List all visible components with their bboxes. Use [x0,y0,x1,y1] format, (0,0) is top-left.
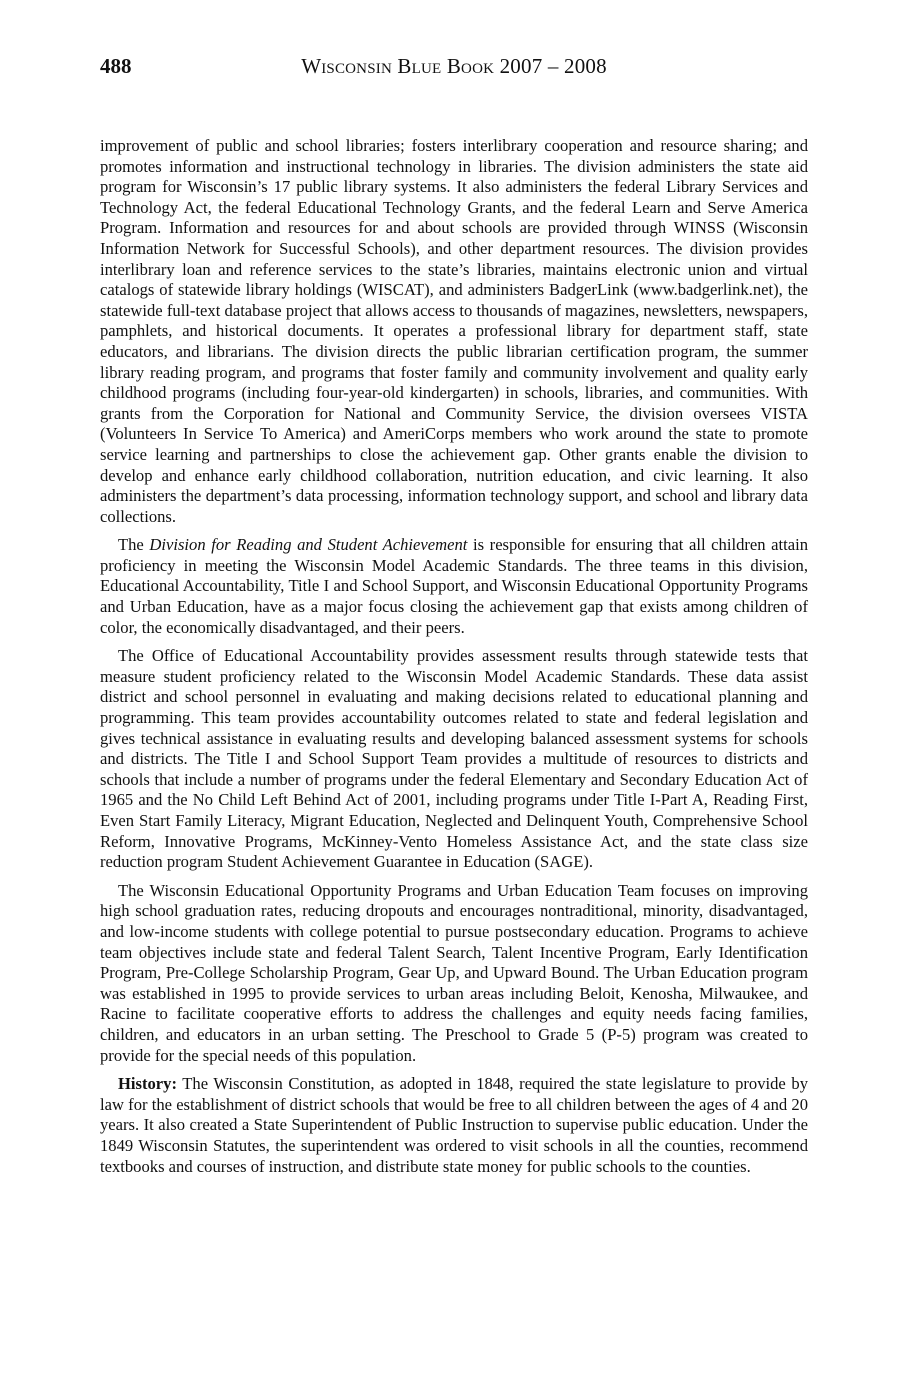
paragraph-history [100,1074,808,1177]
division-name: Division for Reading and Student Achievement [149,535,468,555]
paragraph-text: The Wisconsin Constitution, as adopted in 1848, required the state legislature to provide by law for the establishment of district schools that would be free to all children between the ages of 4 and 20 years. It also created a State Superintendent of Public Instruction to supervise public education. Under the 1849 Wisconsin Statutes, the superintendent was ordered to visit schools in all the counties, recommend textbooks and courses of instruction, and distribute state money for public schools to the counties. [100,1074,808,1176]
paragraph-opportunity-programs [100,881,808,1066]
paragraph-reading-division [100,535,808,638]
page-header [100,52,808,84]
paragraph-libraries [100,136,808,527]
body-text [100,136,808,1185]
paragraph-lead: The [118,535,150,555]
paragraph-text: The Office of Educational Accountability provides assessment results through statewide tests that measure student proficiency related to the Wisconsin Model Academic Standards. These data assist district and school personnel in evaluating and making decisions related to educational planning and programming. This team provides accountability outcomes related to state and federal legislation and gives technical assistance in evaluating results and developing balanced assessment systems for schools and districts. The Title I and School Support Team provides a multitude of resources to districts and schools that include a number of programs under the federal Elementary and Secondary Education Act of 1965 and the No Child Left Behind Act of 2001, including programs under Title I-Part A, Reading First, Even Start Family Literacy, Migrant Education, Neglected and Delinquent Youth, Comprehensive School Reform, Innovative Programs, McKinney-Vento Homeless Assistance Act, and the state class size reduction program Student Achievement Guarantee in Education (SAGE). [100,646,808,872]
page-number: 488 [100,54,132,78]
paragraph-text: improvement of public and school libraries; fosters interlibrary cooperation and resource sharing; and promotes information and instructional technology in libraries. The division administers the state aid program for Wisconsin’s 17 public library systems. It also administers the federal Library Services and Technology Act, the federal Educational Technology Grants, and the federal Learn and Serve America Program. Information and resources for and about schools are provided through WINSS (Wisconsin Information Network for Successful Schools), and other department resources. The division provides interlibrary loan and reference services to the state’s libraries, maintains electronic union and virtual catalogs of statewide library holdings (WISCAT), and administers BadgerLink (www.badgerlink.net), the statewide full-text database project that allows access to thousands of magazines, newsletters, newspapers, pamphlets, and historical documents. It operates a professional library for department staff, state educators, and librarians. The division directs the public librarian certification program, the summer library reading program, and programs that foster family and community involvement and quality early childhood programs (including four-year-old kindergarten) in schools, libraries, and communities. With grants from the Corporation for National and Community Service, the division oversees VISTA (Volunteers In Service To America) and AmeriCorps members who work around the state to promote service learning and partnerships to close the achievement gap. Other grants enable the division to develop and enhance early childhood collaboration, nutrition education, and civic learning. It also administers the department’s data processing, information technology support, and school and library data collections. [100,136,808,526]
paragraph-text: The Wisconsin Educational Opportunity Programs and Urban Education Team focuses on improving high school graduation rates, reducing dropouts and encourages nontraditional, minority, disadvantaged, and low-income students with college potential to pursue postsecondary education. Programs to achieve team objectives include state and federal Talent Search, Talent Incentive Program, Early Identification Program, Pre-College Scholarship Program, Gear Up, and Upward Bound. The Urban Education program was established in 1995 to provide services to urban areas including Beloit, Kenosha, Milwaukee, and Racine to facilitate cooperative efforts to address the challenges and equity needs facing families, children, and educators in an urban setting. The Preschool to Grade 5 (P-5) program was created to provide for the special needs of this population. [100,880,808,1065]
paragraph-accountability [100,646,808,873]
running-title: Wisconsin Blue Book 2007 – 2008 [301,54,607,78]
history-label: History: [118,1074,177,1094]
paragraph-text: is responsible for ensuring that all children attain proficiency in meeting the Wisconsin Model Academic Standards. The three teams in this division, Educational Accountability, Title I and School Support, and Wisconsin Educational Opportunity Programs and Urban Education, have as a major focus closing the achievement gap that exists among children of color, the economically disadvantaged, and their peers. [100,535,809,637]
